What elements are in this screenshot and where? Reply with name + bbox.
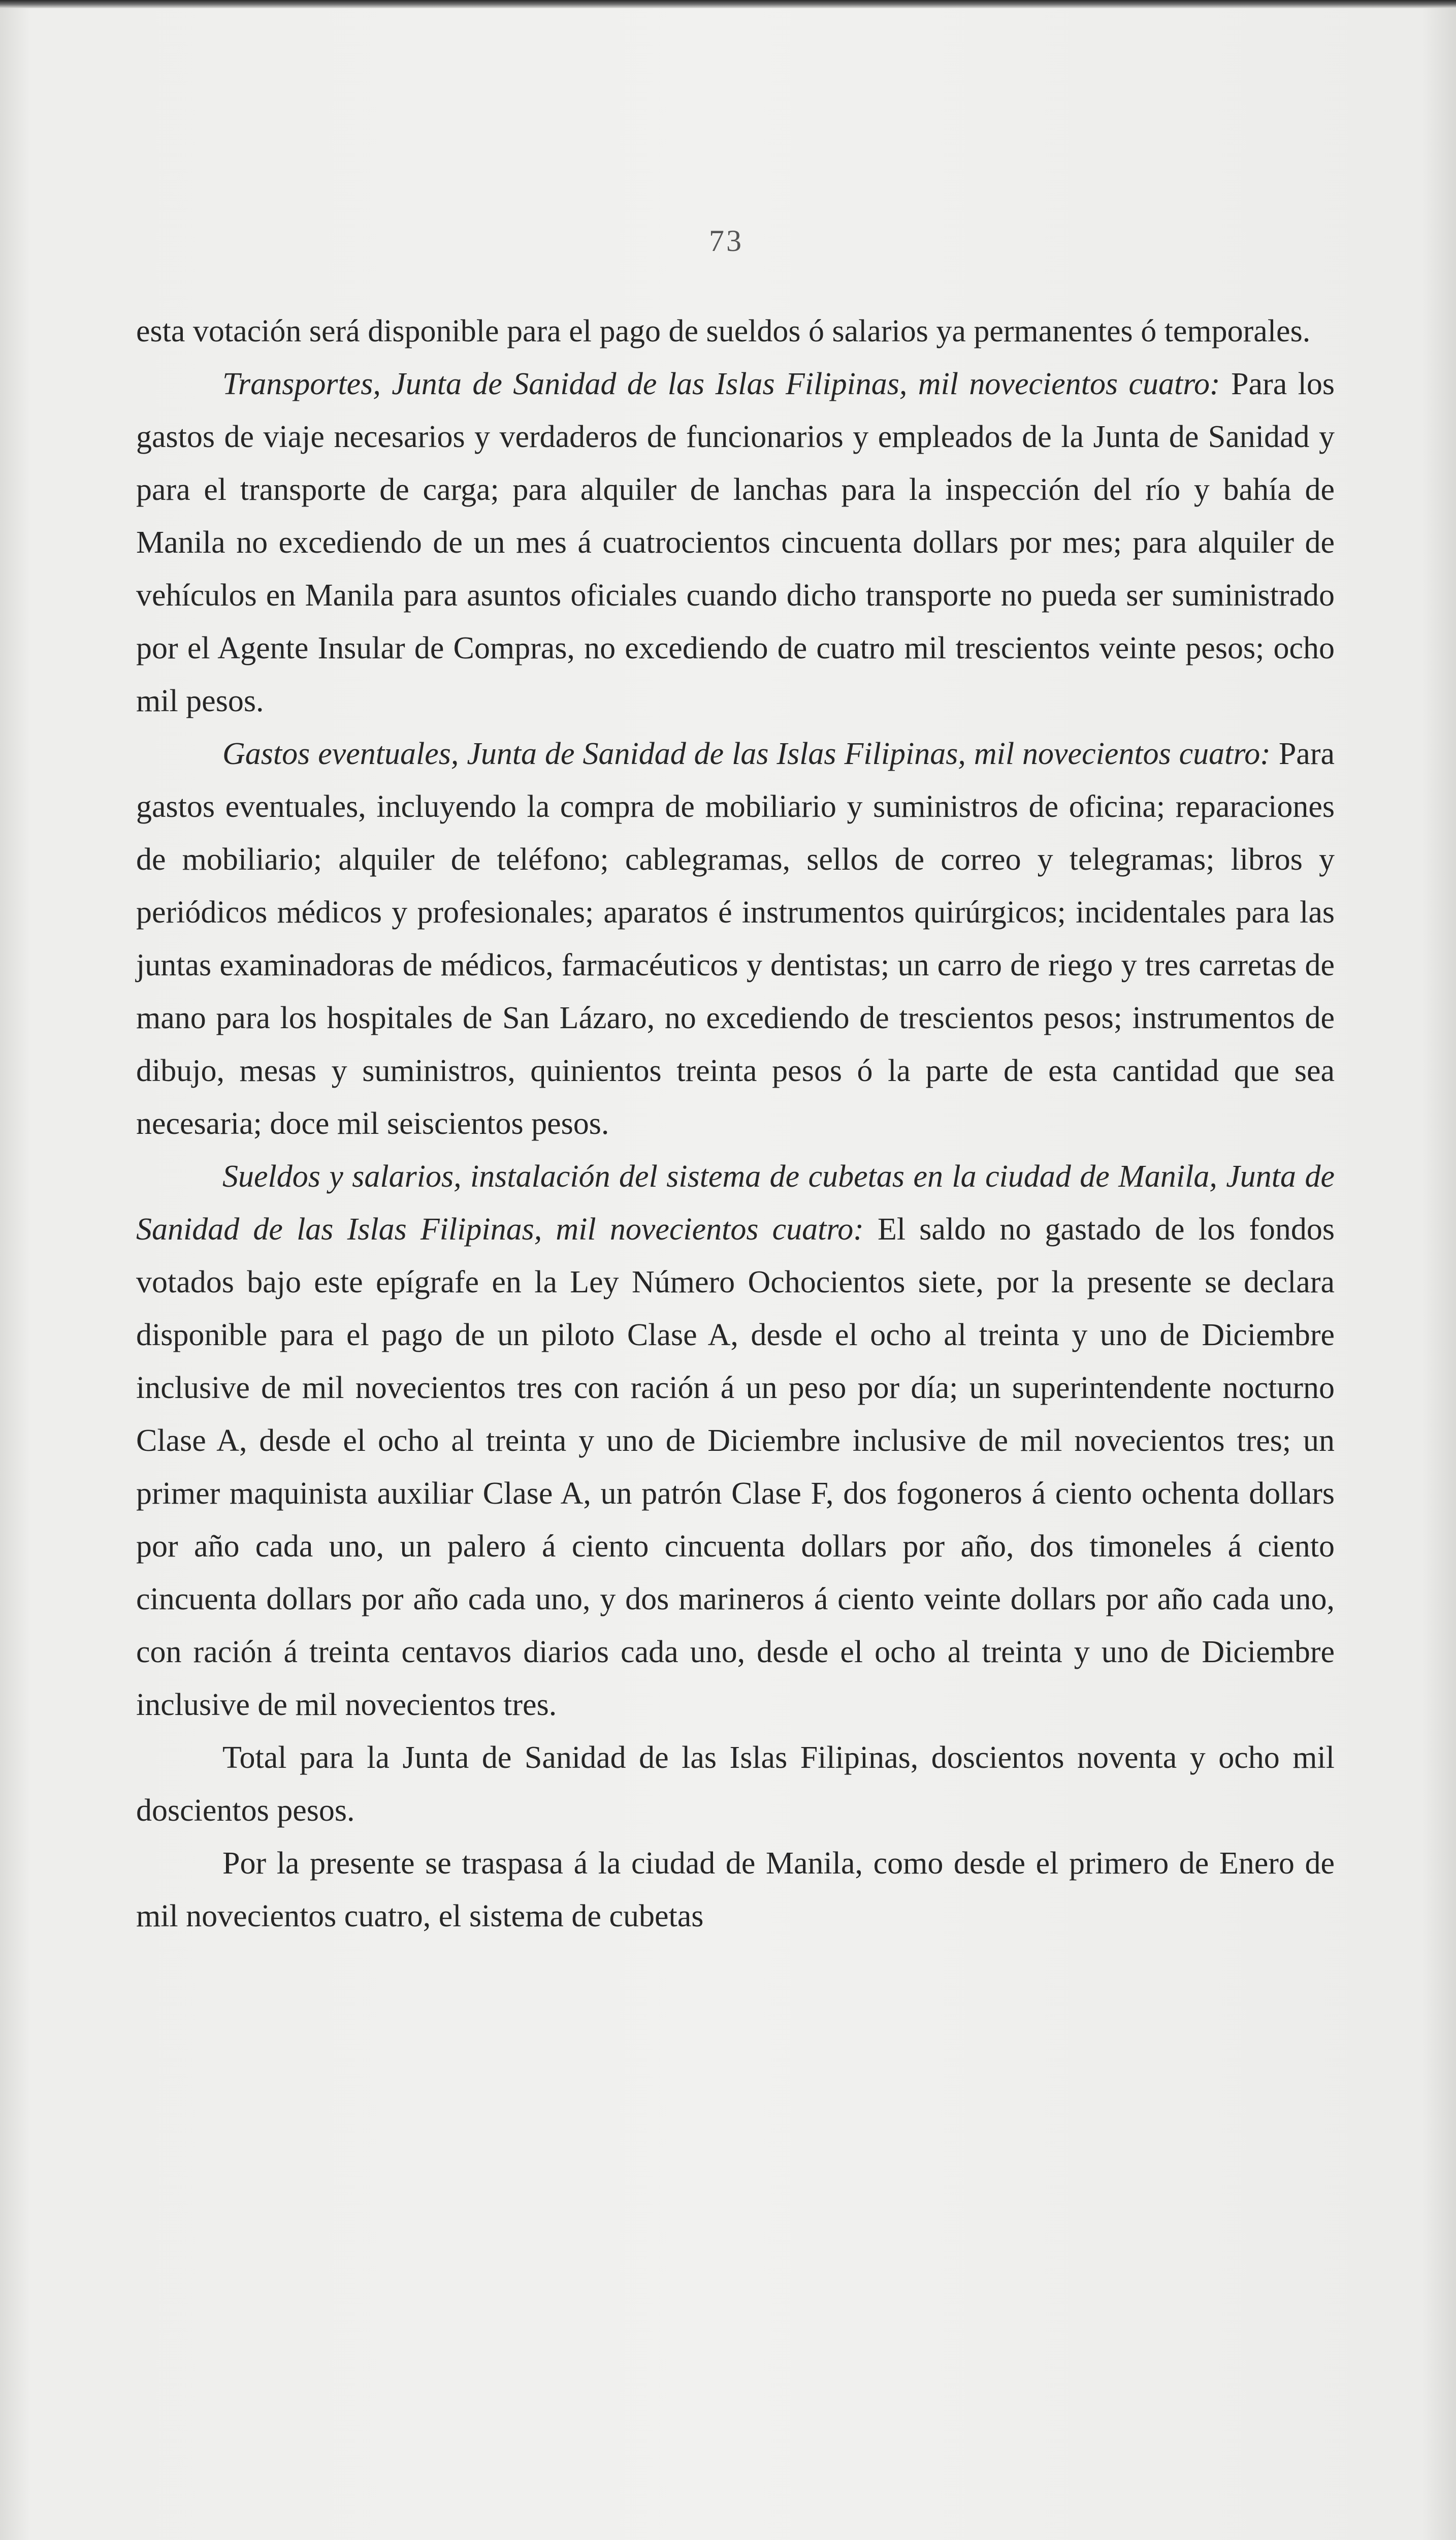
paragraph-text: Para gastos eventuales, incluyendo la compra de mobiliario y suministros de oficina; reparaciones de mobiliario; alquiler de teléfono; cablegramas, sellos de correo y telegramas; libros y periódicos médicos y profesionales; aparatos é instrumentos quirúrgicos; incidentales para las juntas examinadoras de médicos, farmacéuticos y dentistas; un carro de riego y tres carretas de mano para los hospitales de San Lázaro, no excediendo de trescientos pesos; instrumentos de dibujo, mesas y suministros, quinientos treinta pesos ó la parte de esta cantidad que sea necesaria; doce mil seiscientos pesos.: [136, 737, 1335, 1141]
paragraph-traspaso: [136, 1837, 1335, 1943]
paragraph-text: Para los gastos de viaje necesarios y verdaderos de funcionarios y empleados de la Junta de Sanidad y para el transporte de carga; para alquiler de lanchas para la inspección del río y bahía de Manila no excediendo de un mes á cuatrocientos cincuenta dollars por mes; para alquiler de vehículos en Manila para asuntos oficiales cuando dicho transporte no pueda ser suministrado por el Agente Insular de Compras, no excediendo de cuatro mil trescientos veinte pesos; ocho mil pesos.: [136, 367, 1335, 718]
paragraph-text: esta votación será disponible para el pago de sueldos ó salarios ya permanentes ó temporales.: [136, 314, 1311, 348]
scan-top-edge: [0, 0, 1456, 8]
paragraph-text: El saldo no gastado de los fondos votados bajo este epígrafe en la Ley Número Ochocientos siete, por la presente se declara disponible para el pago de un piloto Clase A, desde el ocho al treinta y uno de Diciembre inclusive de mil novecientos tres con ración á un peso por día; un superintendente nocturno Clase A, desde el ocho al treinta y uno de Diciembre inclusive de mil novecientos tres; un primer maquinista auxiliar Clase A, un patrón Clase F, dos fogoneros á ciento ochenta dollars por año cada uno, un palero á ciento cincuenta dollars por año, dos timoneles á ciento cincuenta dollars por año cada uno, y dos marineros á ciento veinte dollars por año cada uno, con ración á treinta centavos diarios cada uno, desde el ocho al treinta y uno de Diciembre inclusive de mil novecientos tres.: [136, 1212, 1335, 1722]
paragraph-continuation: [136, 305, 1335, 358]
paragraph-sueldos-salarios: [136, 1150, 1335, 1731]
paragraph-heading: Transportes, Junta de Sanidad de las Islas Filipinas, mil novecientos cuatro:: [222, 367, 1220, 401]
paragraph-heading: Sueldos y salarios, instalación del sistema de cubetas en la ciudad de Manila, Junta de Sanidad de las Islas Filipinas, mil novecientos cuatro:: [136, 1159, 1335, 1247]
page-number: 73: [709, 224, 743, 258]
paragraph-text: Total para la Junta de Sanidad de las Islas Filipinas, doscientos noventa y ocho mil doscientos pesos.: [136, 1740, 1335, 1828]
body-text: [136, 305, 1335, 1943]
paragraph-gastos-eventuales: [136, 727, 1335, 1150]
paragraph-total: [136, 1731, 1335, 1837]
paragraph-heading: Gastos eventuales, Junta de Sanidad de las Islas Filipinas, mil novecientos cuatro:: [222, 737, 1271, 771]
paragraph-text: Por la presente se traspasa á la ciudad de Manila, como desde el primero de Enero de mil novecientos cuatro, el sistema de cubetas: [136, 1846, 1335, 1933]
paragraph-transportes: [136, 358, 1335, 727]
